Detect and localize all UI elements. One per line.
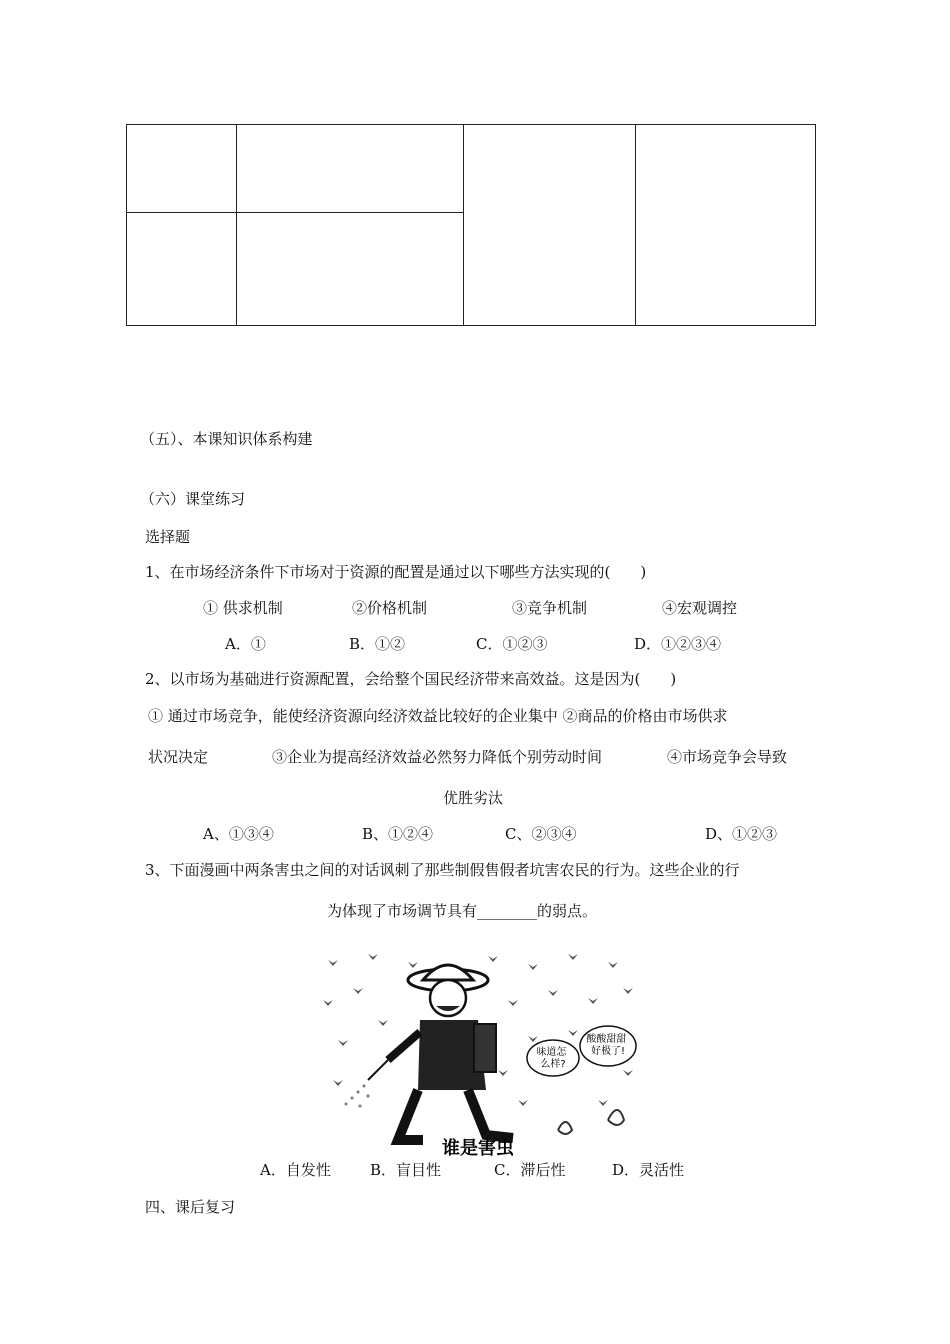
q3-choice-b: B．盲目性 bbox=[370, 1161, 442, 1179]
bubble-1-line: 味道怎 bbox=[536, 1047, 567, 1058]
q2-stem: 2、以市场为基础进行资源配置，会给整个国民经济带来高效益。这是因为( ) bbox=[145, 670, 677, 688]
q1-choice-a: A．① bbox=[225, 635, 266, 653]
section5-heading: （五）、本课知识体系构建 bbox=[140, 430, 313, 448]
bubble-1-line: 么样? bbox=[540, 1059, 566, 1070]
bubble-2-text bbox=[586, 1032, 629, 1057]
q1-stem: 1、在市场经济条件下市场对于资源的配置是通过以下哪些方法实现的( ) bbox=[145, 563, 647, 581]
cartoon-caption: 谁是害虫 bbox=[442, 1138, 514, 1158]
q1-choice-d: D．①②③④ bbox=[634, 635, 722, 653]
bubble-2-line: 酸酸甜甜 bbox=[586, 1034, 627, 1045]
q1-item: ④宏观调控 bbox=[662, 599, 738, 617]
speech-bubble-1 bbox=[527, 1040, 579, 1076]
q1-choice-c: C．①②③ bbox=[476, 635, 548, 653]
q2-line2-part2: ③企业为提高经济效益必然努力降低个别劳动时间 bbox=[272, 748, 603, 766]
q2-choice-d: D、①②③ bbox=[705, 825, 778, 843]
q3-stem-line2: 为体现了市场调节具有________的弱点。 bbox=[327, 902, 598, 920]
q1-item: ① 供求机制 bbox=[203, 599, 283, 617]
q2-choice-b: B、①②④ bbox=[362, 825, 434, 843]
q1-item: ②价格机制 bbox=[352, 599, 428, 617]
q1-item: ③竞争机制 bbox=[512, 599, 588, 617]
section6-subheading: 选择题 bbox=[145, 528, 191, 546]
q3-choice-c: C．滞后性 bbox=[494, 1161, 566, 1179]
q1-choice-b: B．①② bbox=[349, 635, 406, 653]
q3-choice-d: D．灵活性 bbox=[612, 1161, 685, 1179]
empty-table bbox=[126, 124, 816, 326]
q3-choice-a: A．自发性 bbox=[260, 1161, 331, 1179]
section6-heading: （六）课堂练习 bbox=[140, 490, 246, 508]
q2-line2-part3: ④市场竞争会导致 bbox=[667, 748, 788, 766]
q2-line3: 优胜劣汰 bbox=[443, 789, 504, 807]
q2-choice-a: A、①③④ bbox=[203, 825, 274, 843]
cartoon-drawing bbox=[308, 940, 648, 1158]
q2-choice-c: C、②③④ bbox=[505, 825, 577, 843]
q2-line1: ① 通过市场竞争，能使经济资源向经济效益比较好的企业集中 ②商品的价格由市场供求 bbox=[148, 707, 728, 725]
q3-stem: 3、下面漫画中两条害虫之间的对话讽刺了那些制假售假者坑害农民的行为。这些企业的行 bbox=[145, 861, 740, 879]
bubble-2-line: 好极了! bbox=[590, 1046, 626, 1057]
q2-line2-part1: 状况决定 bbox=[148, 748, 209, 766]
bubble-1-text bbox=[536, 1045, 569, 1070]
section4-heading: 四、课后复习 bbox=[145, 1198, 236, 1216]
cartoon-illustration bbox=[308, 940, 648, 1158]
